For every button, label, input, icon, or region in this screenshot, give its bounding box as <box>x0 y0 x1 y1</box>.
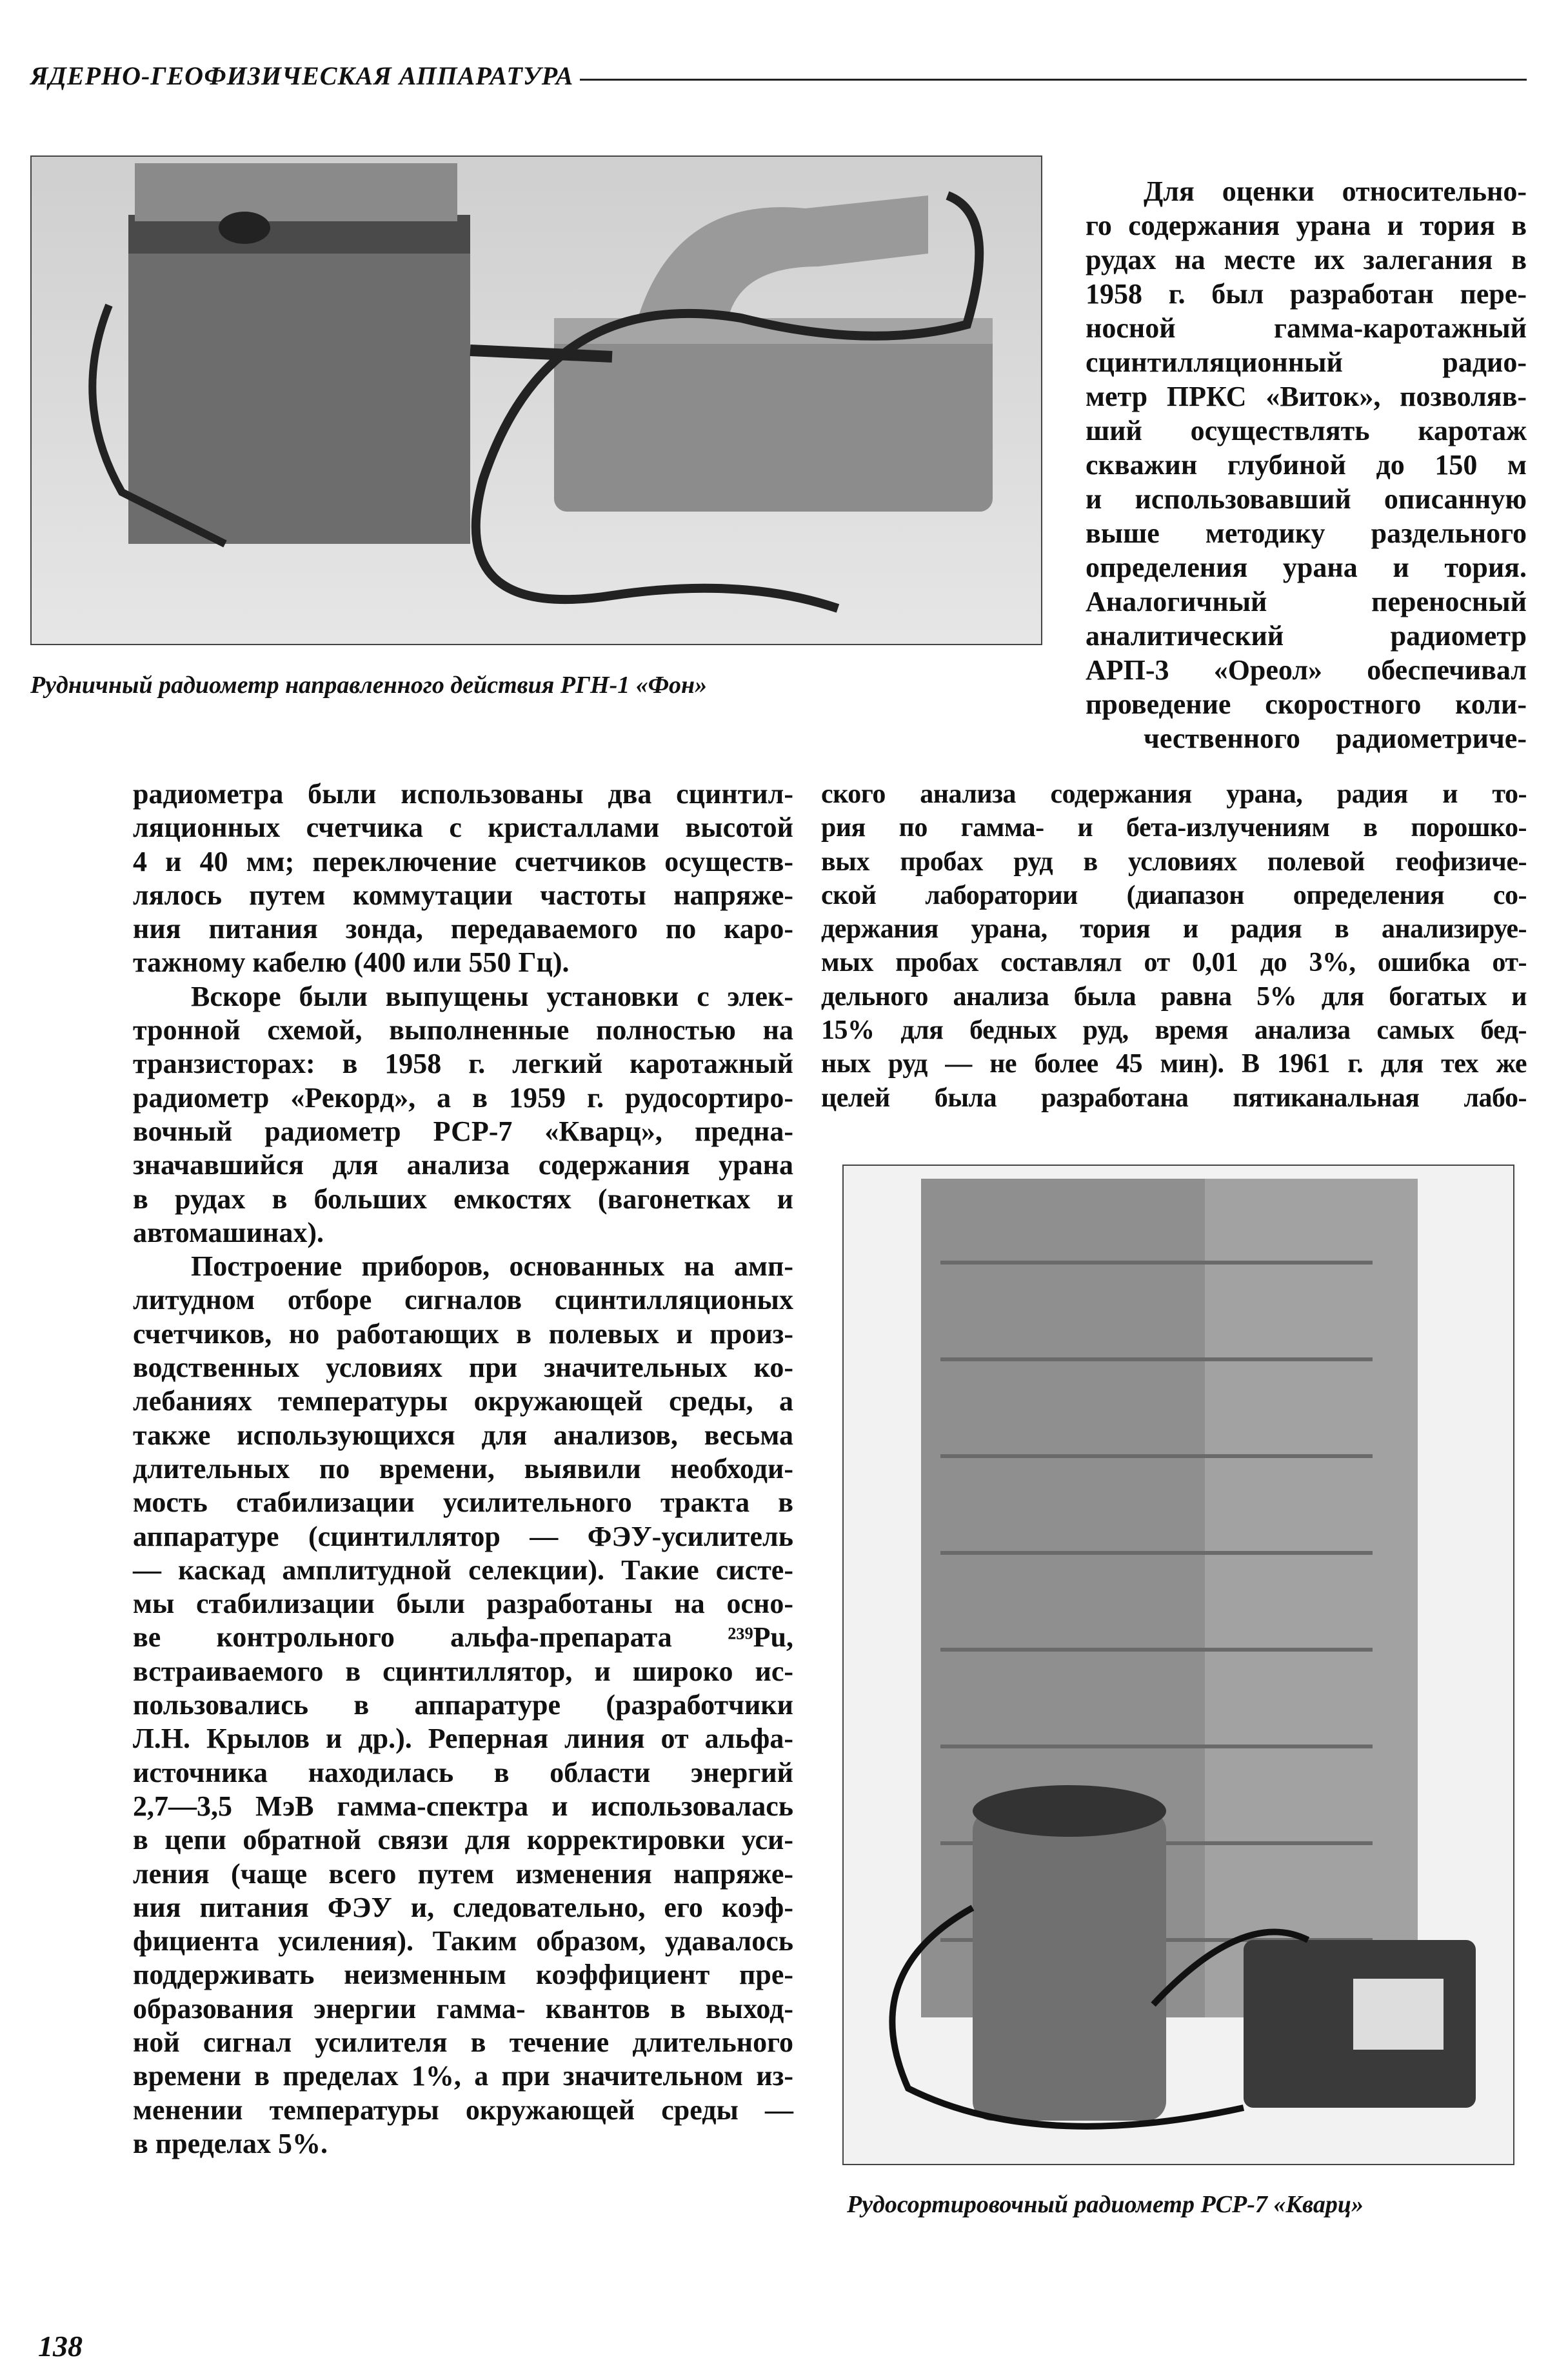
text-line: в цепи обратной связи для корректировки уси- <box>133 1824 793 1856</box>
text-line: АРП-3 «Ореол» обеспечивал <box>1086 654 1527 686</box>
running-header-title: ЯДЕРНО-ГЕОФИЗИЧЕСКАЯ АППАРАТУРА <box>30 61 574 90</box>
text-line: 2,7—3,5 МэВ гамма-спектра и использовалась <box>133 1790 793 1822</box>
text-line: метр ПРКС «Виток», позволяв- <box>1086 381 1527 412</box>
text-line: ной сигнал усилителя в течение длительного <box>133 2026 793 2058</box>
text-line: чественного радиометриче- <box>1144 723 1527 754</box>
text-line: мость стабилизации усилительного тракта в <box>133 1486 793 1519</box>
text-line: водственных условиях при значительных ко- <box>133 1352 793 1384</box>
text-line: го содержания урана и тория в <box>1086 210 1527 241</box>
text-line: рия по гамма- и бета-излучениям в порошко- <box>821 813 1527 843</box>
text-column-right-bottom <box>821 777 1527 1115</box>
text-line: радиометра были использованы два сцинтил- <box>133 778 793 810</box>
text-line: сцинтилляционный радио- <box>1086 346 1527 378</box>
text-line: тронной схемой, выполненные полностью на <box>133 1014 793 1046</box>
text-line: поддерживать неизменным коэффициент пре- <box>133 1959 793 1991</box>
text-line: в рудах в больших емкостях (вагонетках и <box>133 1183 793 1215</box>
text-line: фициента усиления). Таким образом, удавалось <box>133 1925 793 1957</box>
text-line: ского анализа содержания урана, радия и то- <box>821 779 1527 809</box>
photo-rgn1-fon <box>30 155 1042 645</box>
text-line: мы стабилизации были разработаны на осно- <box>133 1588 793 1620</box>
text-line: Построение приборов, основанных на амп- <box>191 1250 793 1283</box>
text-line: длительных по времени, выявили необходи- <box>133 1452 793 1485</box>
text-line: транзисторах: в 1958 г. легкий каротажный <box>133 1048 793 1080</box>
text-line: скважин глубиной до 150 м <box>1086 449 1527 481</box>
text-line: 4 и 40 мм; переключение счетчиков осуществ- <box>133 845 793 877</box>
text-line: целей была разработана пятиканальная лабо- <box>821 1083 1527 1113</box>
text-line: вочный радиометр РСР-7 «Кварц», предна- <box>133 1115 793 1147</box>
text-line: и использовавший описанную <box>1086 483 1527 515</box>
text-line: Аналогичный переносный <box>1086 586 1527 617</box>
text-line: ных руд — не более 45 мин). В 1961 г. для тех же <box>821 1049 1527 1079</box>
text-line: ления (чаще всего путем изменения напряже- <box>133 1857 793 1890</box>
header-rule <box>580 79 1527 81</box>
text-line: проведение скоростного коли- <box>1086 688 1527 720</box>
text-line: менении температуры окружающей среды — <box>133 2094 793 2126</box>
text-column-left <box>133 777 793 2161</box>
text-line: ния питания ФЭУ и, следовательно, его коэф- <box>133 1891 793 1923</box>
figure-caption-2: Рудосортировочный радиометр РСР-7 «Кварц» <box>847 2191 1364 2218</box>
text-line: ший осуществлять каротаж <box>1086 415 1527 446</box>
running-header <box>30 59 1527 92</box>
text-line: образования энергии гамма- квантов в выход- <box>133 1992 793 2025</box>
text-line: ской лаборатории (диапазон определения со- <box>821 880 1527 910</box>
text-line: аппаратуре (сцинтиллятор — ФЭУ-усилитель <box>133 1520 793 1552</box>
text-column-right-top <box>1086 174 1527 755</box>
text-line: ния питания зонда, передаваемого по каро- <box>133 913 793 945</box>
text-line: 1958 г. был разработан пере- <box>1086 278 1527 310</box>
photo-rsr7-kvarts <box>842 1165 1514 2165</box>
text-line: лебаниях температуры окружающей среды, а <box>133 1385 793 1417</box>
text-line: носной гамма-каротажный <box>1086 312 1527 344</box>
text-line: значавшийся для анализа содержания урана <box>133 1149 793 1181</box>
text-line: мых пробах составлял от 0,01 до 3%, ошибка от- <box>821 948 1527 978</box>
text-line: Л.Н. Крылов и др.). Реперная линия от альфа- <box>133 1723 793 1755</box>
text-line: источника находилась в области энергий <box>133 1756 793 1788</box>
text-line: в пределах 5%. <box>133 2127 328 2159</box>
text-line: лялось путем коммутации частоты напряже- <box>133 879 793 911</box>
text-line: выше методику раздельного <box>1086 517 1527 549</box>
text-line: тажному кабелю (400 или 550 Гц). <box>133 946 570 979</box>
text-line: литудном отборе сигналов сцинтилляционых <box>133 1284 793 1316</box>
text-line: — каскад амплитудной селекции). Такие систе- <box>133 1554 793 1586</box>
text-line: автомашинах). <box>133 1216 324 1248</box>
text-line: дельного анализа была равна 5% для богатых и <box>821 981 1527 1012</box>
text-line: ляционных счетчика с кристаллами высотой <box>133 812 793 844</box>
text-line: Для оценки относительно- <box>1144 175 1527 207</box>
text-line: ве контрольного альфа-препарата ²³⁹Pu, <box>133 1621 793 1654</box>
text-line: аналитический радиометр <box>1086 620 1527 652</box>
figure-caption-1: Рудничный радиометр направленного действия РГН-1 «Фон» <box>30 672 708 699</box>
text-line: Вскоре были выпущены установки с элек- <box>191 980 793 1012</box>
text-line: счетчиков, но работающих в полевых и произ- <box>133 1317 793 1350</box>
text-line: держания урана, тория и радия в анализируе- <box>821 914 1527 945</box>
text-line: встраиваемого в сцинтиллятор, и широко ис- <box>133 1655 793 1687</box>
text-line: определения урана и тория. <box>1086 552 1527 583</box>
text-line: пользовались в аппаратуре (разработчики <box>133 1689 793 1721</box>
text-line: вых пробах руд в условиях полевой геофизиче- <box>821 846 1527 877</box>
page-number: 138 <box>38 2330 83 2363</box>
text-line: рудах на месте их залегания в <box>1086 244 1527 275</box>
text-line: 15% для бедных руд, время анализа самых бед- <box>821 1015 1527 1046</box>
text-line: радиометр «Рекорд», а в 1959 г. рудосортиро- <box>133 1081 793 1114</box>
text-line: также использующихся для анализов, весьма <box>133 1419 793 1451</box>
text-line: времени в пределах 1%, а при значительном из- <box>133 2060 793 2092</box>
